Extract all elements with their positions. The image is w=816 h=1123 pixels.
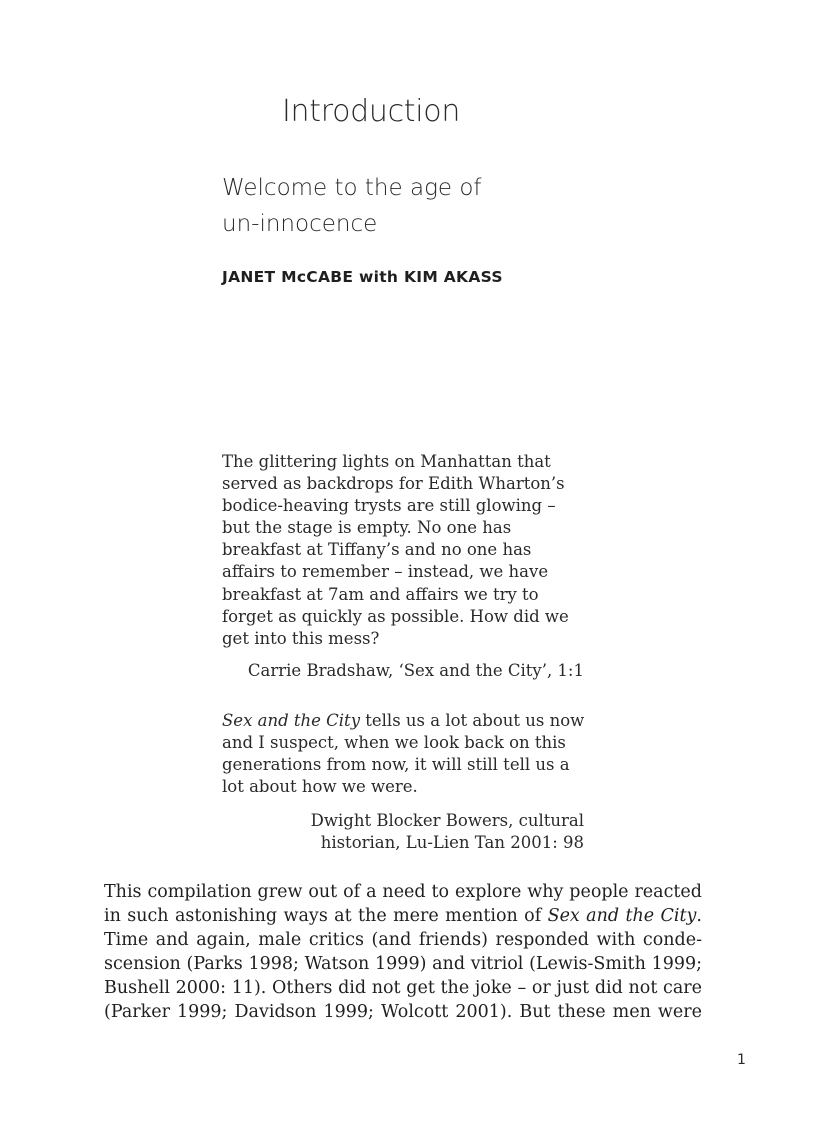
epigraph-line: bodice-heaving trysts are still glowing –	[222, 496, 556, 516]
epigraph-quote-2	[222, 710, 584, 798]
epigraph-line: The glittering lights on Manhattan that	[222, 452, 551, 471]
epigraph-line: generations from now, it will still tell us a	[222, 755, 570, 775]
body-line: (Parker 1999; Davidson 1999; Wolcott 2001). But these men were	[104, 1001, 702, 1022]
epigraph-attribution-1: Carrie Bradshaw, ‘Sex and the City’, 1:1	[247, 661, 584, 680]
body-line-text: .	[696, 905, 702, 926]
chapter-authors: JANET McCABE with KIM AKASS	[222, 268, 503, 286]
epigraph-line: breakfast at Tiffany’s and no one has	[222, 540, 532, 560]
show-title-italic: Sex and the City	[547, 905, 697, 926]
epigraph-line: breakfast at 7am and affairs we try to	[222, 584, 539, 604]
chapter-title-line: Welcome to the age of	[222, 175, 482, 201]
attribution-line: historian, Lu-Lien Tan 2001: 98	[320, 833, 584, 853]
chapter-title	[222, 170, 482, 242]
epigraph-line: lot about how we were.	[222, 777, 418, 797]
body-line	[104, 905, 702, 929]
epigraph-line: affairs to remember – instead, we have	[222, 562, 549, 582]
body-line: Time and again, male critics (and friends) responded with conde-	[104, 929, 702, 950]
attribution-line: Dwight Blocker Bowers, cultural	[310, 811, 584, 830]
page-number: 1	[737, 1052, 746, 1068]
show-title-italic: Sex and the City	[222, 711, 361, 730]
body-line: scension (Parks 1998; Watson 1999) and vitriol (Lewis-Smith 1999;	[104, 953, 702, 974]
body-paragraph	[104, 881, 702, 1024]
chapter-label: Introduction	[282, 94, 461, 129]
epigraph-line: get into this mess?	[222, 628, 380, 648]
epigraph-line-text: tells us a lot about us now	[360, 711, 585, 730]
epigraph-line	[222, 710, 584, 732]
epigraph-line: and I suspect, when we look back on this	[222, 733, 566, 753]
epigraph-attribution-2	[311, 810, 584, 854]
body-line-text: in such astonishing ways at the mere mention of	[104, 905, 548, 926]
chapter-title-line: un-innocence	[222, 211, 378, 237]
body-line: Bushell 2000: 11). Others did not get the joke – or just did not care	[104, 977, 702, 998]
epigraph-line: but the stage is empty. No one has	[222, 518, 512, 538]
epigraph-line: forget as quickly as possible. How did we	[222, 606, 569, 626]
body-line: This compilation grew out of a need to explore why people reacted	[104, 882, 702, 902]
epigraph-line: served as backdrops for Edith Wharton’s	[222, 474, 565, 494]
epigraph-quote-1	[222, 451, 584, 650]
